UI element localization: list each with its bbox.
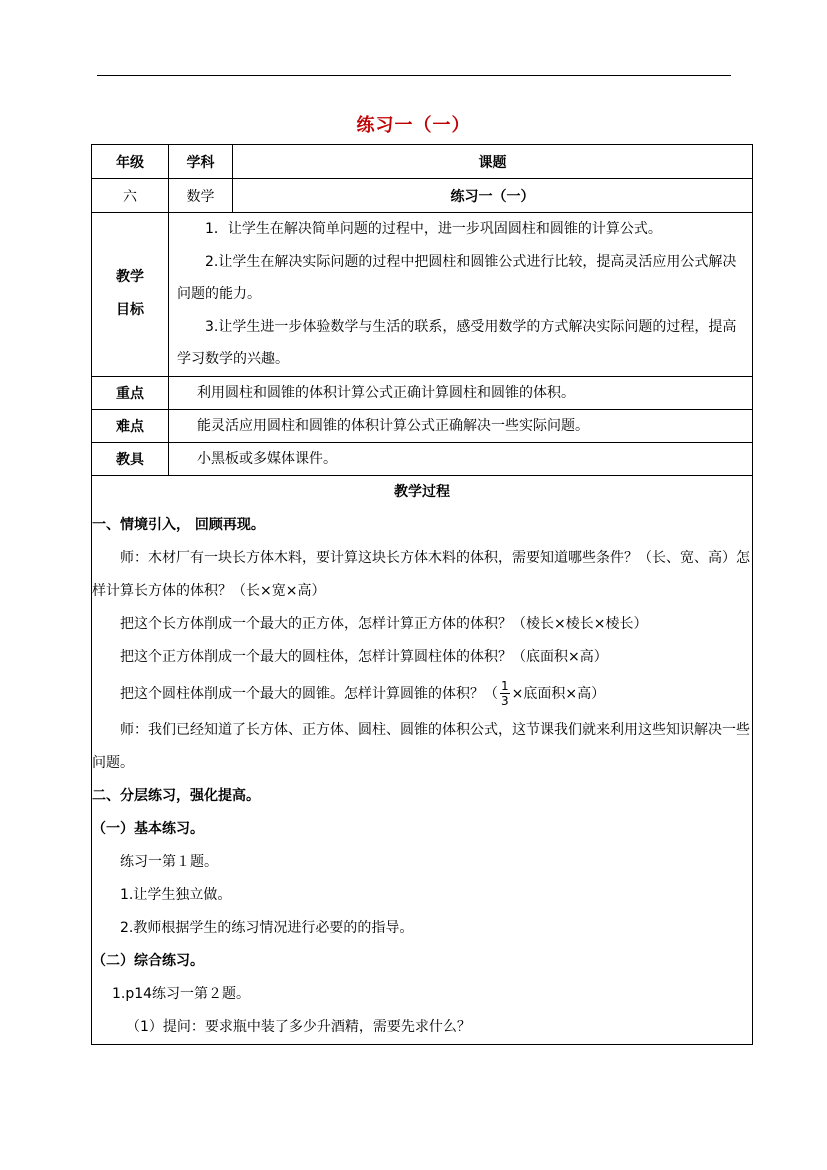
process-line: 1.p14练习一第２题。 xyxy=(112,985,251,1002)
process-paragraph: 把这个正方体削成一个最大的圆柱体，怎样计算圆柱体的体积？（底面积×高） xyxy=(120,648,608,665)
process-title: 教学过程 xyxy=(394,483,450,500)
fraction-numerator: 1 xyxy=(501,679,509,693)
process-paragraph xyxy=(92,674,752,714)
header-row xyxy=(92,145,753,179)
key-point-label: 重点 xyxy=(92,376,169,409)
topic-header: 课题 xyxy=(233,145,753,179)
objectives-content xyxy=(169,213,753,377)
process-content xyxy=(92,475,753,1044)
objective-item: 3.让学生进一步体验数学与生活的联系，感受用数学的方式解决实际问题的过程，提高学习数学的兴趣。 xyxy=(177,318,737,367)
objectives-row xyxy=(92,213,753,377)
process-line: 2.教师根据学生的练习情况进行必要的的指导。 xyxy=(120,919,414,936)
tools-text: 小黑板或多媒体课件。 xyxy=(169,442,753,475)
objectives-label-line2: 目标 xyxy=(116,302,144,319)
key-point-row xyxy=(92,376,753,409)
difficulty-row xyxy=(92,409,753,442)
difficulty-label: 难点 xyxy=(92,409,169,442)
section-heading: 二、分层练习，强化提高。 xyxy=(92,787,260,804)
process-line: 1.让学生独立做。 xyxy=(120,886,232,903)
objectives-label-line1: 教学 xyxy=(116,269,144,286)
objective-item: 2.让学生在解决实际问题的过程中把圆柱和圆锥公式进行比较，提高灵活应用公式解决问题的能力。 xyxy=(177,253,737,302)
one-third-fraction xyxy=(500,679,510,708)
process-line: （1）提问：要求瓶中装了多少升酒精，需要先求什么？ xyxy=(126,1018,471,1035)
difficulty-text: 能灵活应用圆柱和圆锥的体积计算公式正确解决一些实际问题。 xyxy=(169,409,753,442)
tools-label: 教具 xyxy=(92,442,169,475)
process-row xyxy=(92,475,753,1044)
formula-question: 把这个圆柱体削成一个最大的圆锥。怎样计算圆锥的体积？（ xyxy=(120,685,498,702)
process-line: 练习一第１题。 xyxy=(120,853,218,870)
key-point-text: 利用圆柱和圆锥的体积计算公式正确计算圆柱和圆锥的体积。 xyxy=(169,376,753,409)
subject-value: 数学 xyxy=(169,179,233,213)
process-paragraph: 师：我们已经知道了长方体、正方体、圆柱、圆锥的体积公式，这节课我们就来利用这些知识解决一些问题。 xyxy=(92,721,750,771)
header-rule xyxy=(97,75,731,76)
subject-header: 学科 xyxy=(169,145,233,179)
objective-item: 1．让学生在解决简单问题的过程中，进一步巩固圆柱和圆锥的计算公式。 xyxy=(205,221,662,237)
lesson-plan-table xyxy=(91,144,753,1045)
document-title: 练习一（一） xyxy=(356,115,471,136)
section-heading: 一、情境引入， 回顾再现。 xyxy=(92,516,265,533)
grade-value: 六 xyxy=(92,179,169,213)
info-row xyxy=(92,179,753,213)
subsection-heading: （一）基本练习。 xyxy=(92,820,204,837)
fraction-denominator: 3 xyxy=(501,694,509,708)
process-paragraph: 师：木材厂有一块长方体木料，要计算这块长方体木料的体积，需要知道哪些条件？（长、宽、高）怎样计算长方体的体积？（长×宽×高） xyxy=(92,549,750,599)
topic-value: 练习一（一） xyxy=(233,179,753,213)
formula-rest: ×底面积×高） xyxy=(511,685,606,702)
grade-header: 年级 xyxy=(92,145,169,179)
tools-row xyxy=(92,442,753,475)
objectives-label xyxy=(92,213,169,377)
process-paragraph: 把这个长方体削成一个最大的正方体，怎样计算正方体的体积？（棱长×棱长×棱长） xyxy=(120,615,648,632)
subsection-heading: （二）综合练习。 xyxy=(92,952,204,969)
